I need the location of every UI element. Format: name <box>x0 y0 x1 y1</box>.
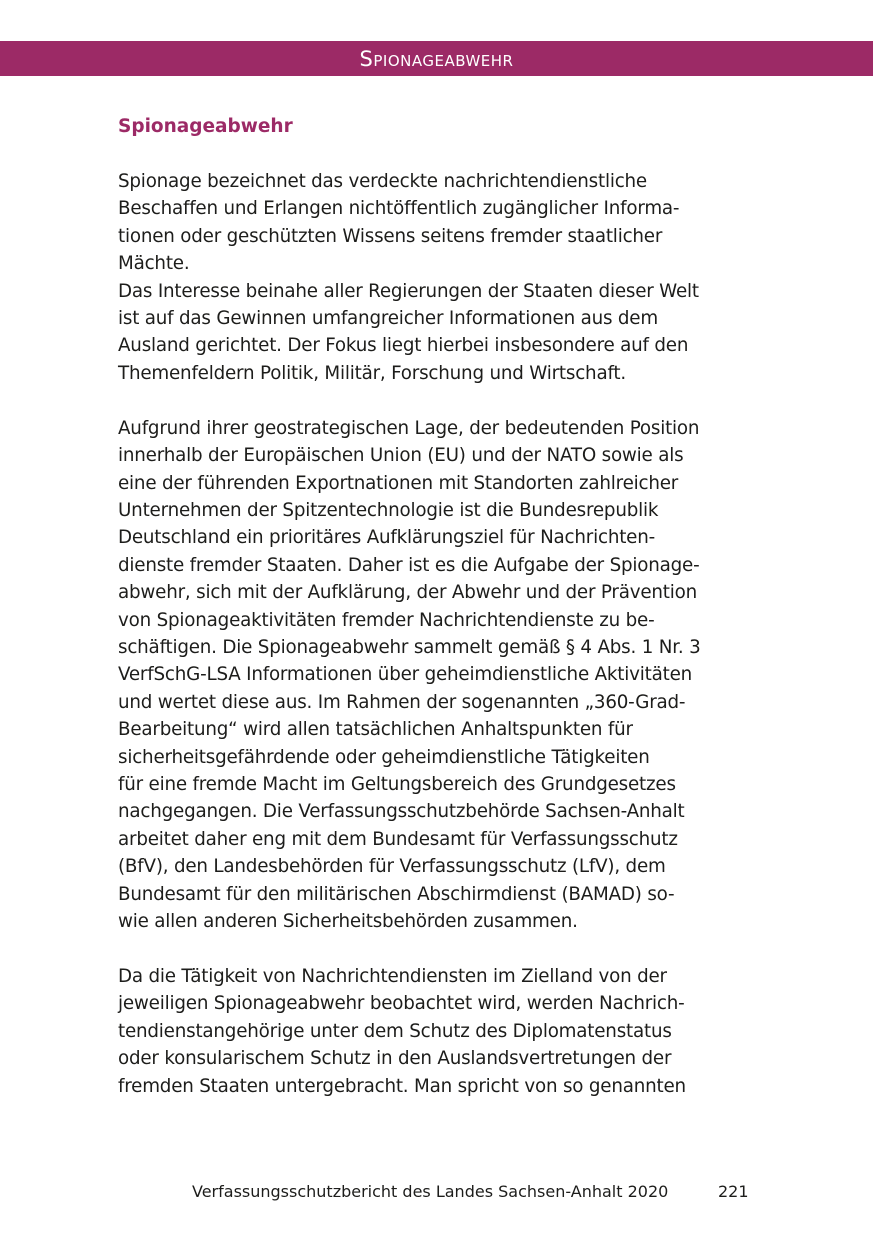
section-heading: Spionageabwehr <box>118 116 293 137</box>
paragraph-definition: Spionage bezeichnet das verdeckte nachrichtendienstliche Beschaffen und Erlangen nichtöffentlich zugänglicher Informa- tionen oder geschützten Wissens seitens fremder staatlicher Mächte. Das Interesse beinahe aller Regierungen der Staaten dieser Welt ist auf das Gewinnen umfangreicher Informationen aus dem Ausland gerichtet. Der Fokus liegt hierbei insbesondere auf den Themenfeldern Politik, Militär, Forschung und Wirtschaft. <box>118 171 699 384</box>
section-header-title: Spionageabwehr <box>359 47 514 71</box>
page-content <box>118 113 760 1128</box>
section-header-band <box>0 41 873 76</box>
page-number: 221 <box>718 1182 749 1201</box>
paragraph-germany-target: Aufgrund ihrer geostrategischen Lage, der bedeutenden Position innerhalb der Europäischen Union (EU) und der NATO sowie als eine der führenden Exportnationen mit Standorten zahlreicher Unternehmen der Spitzentechnologie ist die Bundesrepublik Deutschland ein prioritäres Aufklärungsziel für Nachrichten- dienste fremder Staaten. Daher ist es die Aufgabe der Spionage- abwehr, sich mit der Aufklärung, der Abwehr und der Prävention von Spionageaktivitäten fremder Nachrichtendienste zu be- schäftigen. Die Spionageabwehr sammelt gemäß § 4 Abs. 1 Nr. 3 VerfSchG-LSA Informationen über geheimdienstliche Aktivitäten und wertet diese aus. Im Rahmen der sogenannten „360-Grad- Bearbeitung“ wird allen tatsächlichen Anhaltspunkten für sicherheitsgefährdende oder geheimdienstliche Tätigkeiten für eine fremde Macht im Geltungsbereich des Grundgesetzes nachgegangen. Die Verfassungsschutzbehörde Sachsen-Anhalt arbeitet daher eng mit dem Bundesamt für Verfassungsschutz (BfV), den Landesbehörden für Verfassungsschutz (LfV), dem Bundesamt für den militärischen Abschirmdienst (BAMAD) so- wie allen anderen Sicherheitsbehörden zusammen. <box>118 417 701 933</box>
paragraph-diplomatic-cover: Da die Tätigkeit von Nachrichtendiensten im Zielland von der jeweiligen Spionageabwehr beobachtet wird, werden Nachrich- tendienstangehörige unter dem Schutz des Diplomatenstatus oder konsularischem Schutz in den Auslandsvertretungen der fremden Staaten untergebracht. Man spricht von so genannten <box>118 965 686 1097</box>
footer-report-title: Verfassungsschutzbericht des Landes Sachsen-Anhalt 2020 <box>192 1182 669 1201</box>
